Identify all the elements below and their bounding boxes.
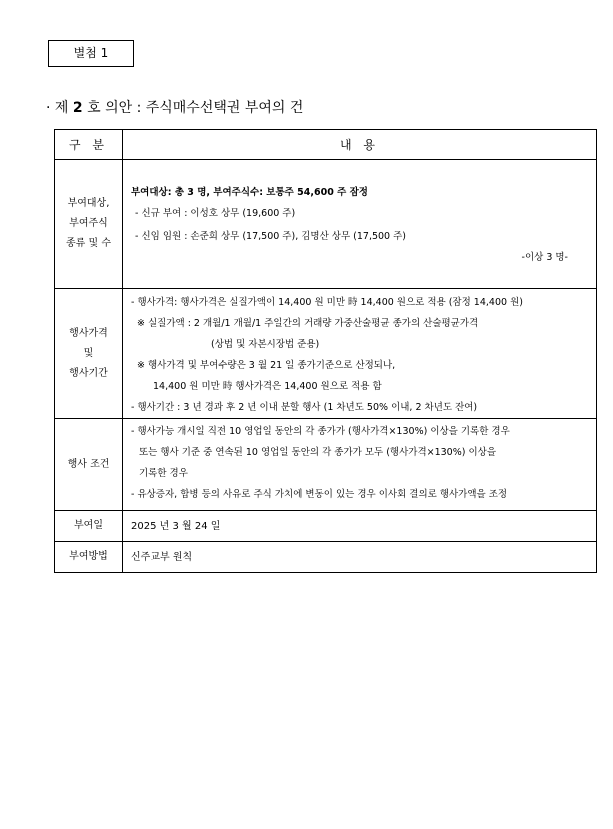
grant-date-value: 2025 년 3 월 24 일 <box>123 511 597 542</box>
attachment-label: 별첨 1 <box>48 40 134 67</box>
table-row-exercise-price-period <box>55 289 597 419</box>
label-line: 부여대상, <box>67 198 110 209</box>
exercise-price-line: - 행사가격: 행사가격은 실질가액이 14,400 원 미만 時 14,400 원으로 적용 (잠정 14,400 원) <box>131 297 523 308</box>
law-reference: (상법 및 자본시장법 준용) <box>211 339 320 350</box>
header-category: 구 분 <box>55 130 123 160</box>
condition-line-2: 또는 행사 기준 중 연속된 10 영업일 동안의 각 종가가 모두 (행사가격×130%) 이상을 <box>139 447 496 458</box>
heading-prefix: 제 <box>54 100 69 116</box>
new-executive-line: - 신임 임원 : 손준희 상무 (17,500 주), 김명산 상무 (17,500 주) <box>135 231 407 242</box>
new-grant-line: - 신규 부여 : 이성호 상무 (19,600 주) <box>135 208 296 219</box>
price-basis-note: ※ 행사가격 및 부여수량은 3 월 21 일 종가기준으로 산정되나, <box>137 360 396 371</box>
row-content <box>123 289 597 419</box>
label-line: 행사 조건 <box>67 458 110 470</box>
table-row-grant-target <box>55 160 597 289</box>
table-header-row <box>55 130 597 160</box>
table-row-grant-date <box>55 511 597 542</box>
label-line: 부여방법 <box>69 551 108 562</box>
total-count: -이상 3 명- <box>521 252 568 263</box>
row-label <box>55 289 123 419</box>
label-line: 종류 및 수 <box>66 238 111 249</box>
table-row-grant-method <box>55 542 597 573</box>
heading-number: 2 <box>72 100 83 116</box>
row-label <box>55 419 123 511</box>
heading-bullet: · <box>46 100 51 116</box>
condition-line-3: 기록한 경우 <box>139 468 188 479</box>
label-line: 행사기간 <box>69 367 108 379</box>
row-content <box>123 419 597 511</box>
row-label <box>55 542 123 573</box>
label-line: 및 <box>83 347 94 359</box>
grant-method-value: 신주교부 원칙 <box>123 542 597 573</box>
agenda-heading <box>46 97 303 117</box>
table-row-exercise-condition <box>55 419 597 511</box>
price-floor-note: 14,400 원 미만 時 행사가격은 14,400 원으로 적용 함 <box>153 381 382 392</box>
row-label <box>55 511 123 542</box>
real-value-note: ※ 실질가액 : 2 개월/1 개월/1 주일간의 거래량 가중산술평균 종가의 산술평균가격 <box>137 318 479 329</box>
header-content: 내 용 <box>123 130 597 160</box>
row-content <box>123 160 597 289</box>
agenda-table <box>54 129 597 573</box>
label-line: 부여일 <box>74 520 103 531</box>
exercise-period-line: - 행사기간 : 3 년 경과 후 2 년 이내 분할 행사 (1 차년도 50% 이내, 2 차년도 잔여) <box>131 402 478 413</box>
condition-line-1: - 행사가능 개시일 직전 10 영업일 동안의 각 종가가 (행사가격×130%) 이상을 기록한 경우 <box>131 426 510 437</box>
adjustment-line: - 유상증자, 합병 등의 사유로 주식 가치에 변동이 있는 경우 이사회 결의로 행사가액을 조정 <box>131 489 508 500</box>
row-label <box>55 160 123 289</box>
label-line: 부여주식 <box>69 218 108 229</box>
label-line: 행사가격 <box>69 327 108 339</box>
heading-suffix: 호 의안 : 주식매수선택권 부여의 건 <box>87 100 304 116</box>
grant-summary: 부여대상: 총 3 명, 부여주식수: 보통주 54,600 주 잠정 <box>131 187 368 198</box>
